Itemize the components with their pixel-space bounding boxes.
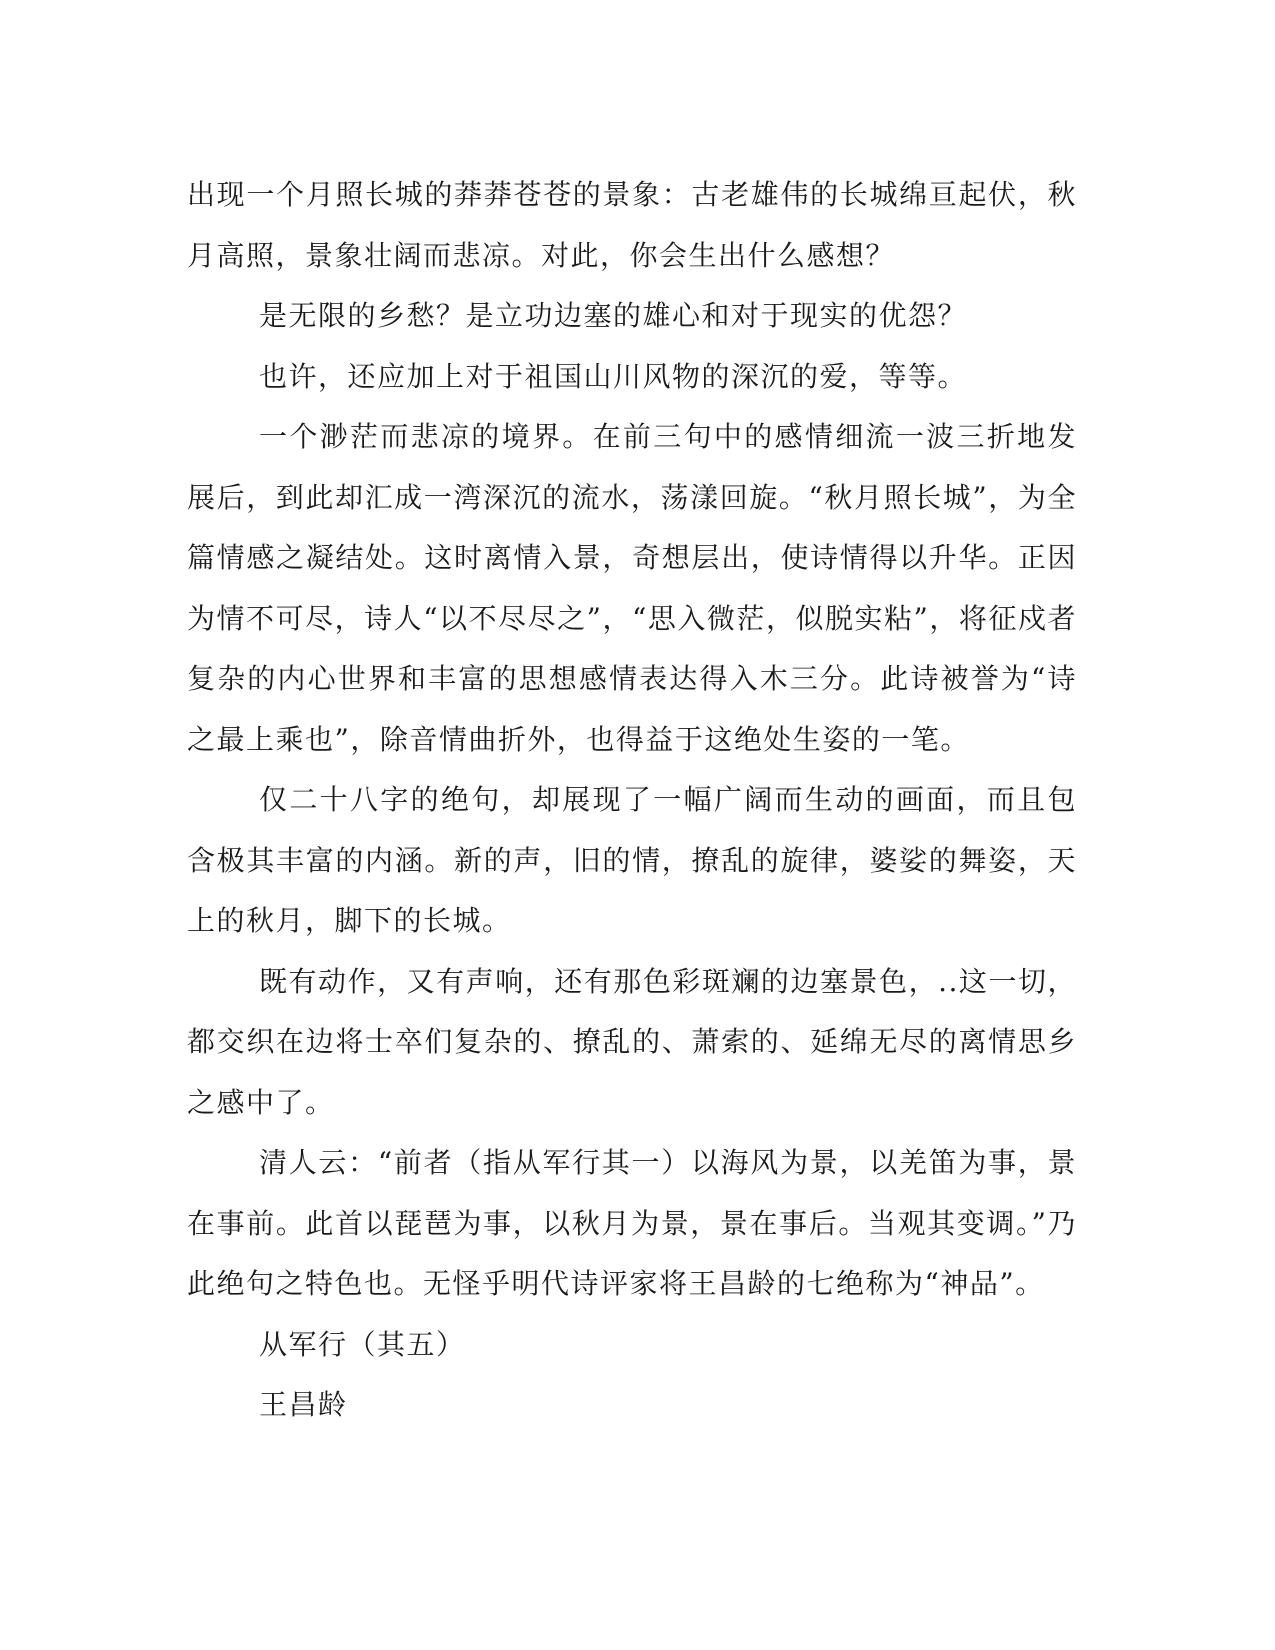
- poem-title: 从军行（其五）: [259, 1327, 466, 1361]
- paragraph: 是无限的乡愁？是立功边塞的雄心和对于现实的优怨？: [259, 299, 968, 332]
- poem-author: 王昌龄: [259, 1388, 348, 1421]
- paragraph: 仅二十八字的绝句，却展现了一幅广阔而生动的画面，而且包含极其丰富的内涵。新的声，旧的情，撩乱的旋律，婆娑的舞姿，天上的秋月，脚下的长城。: [187, 783, 1077, 937]
- paragraph: 既有动作，又有声响，还有那色彩斑斓的边塞景色，..这一切，都交织在边将士卒们复杂的、撩乱的、萧索的、延绵无尽的离情思乡之感中了。: [187, 964, 1077, 1119]
- paragraph: 一个渺茫而悲凉的境界。在前三句中的感情细流一波三折地发展后，到此却汇成一湾深沉的流水，荡漾回旋。“秋月照长城”，为全篇情感之凝结处。这时离情入景，奇想层出，使诗情得以升华。正因为情不可尽，诗人“以不尽尽之”，“思入微茫，似脱实粘”，将征戍者复杂的内心世界和丰富的思想感情表达得入木三分。此诗被誉为“诗之最上乘也”，除音情曲折外，也得益于这绝处生姿的一笔。: [187, 420, 1077, 756]
- body-text: [187, 165, 1077, 1436]
- paragraph: 也许，还应加上对于祖国山川风物的深沉的爱，等等。: [259, 359, 968, 393]
- paragraph: 清人云：“前者（指从军行其一）以海风为景，以羌笛为事，景在事前。此首以琵琶为事，以秋月为景，景在事后。当观其变调。”乃此绝句之特色也。无怪乎明代诗评家将王昌龄的七绝称为“神品”。: [187, 1146, 1077, 1300]
- paragraph: 出现一个月照长城的莽莽苍苍的景象：古老雄伟的长城绵亘起伏，秋月高照，景象壮阔而悲凉。对此，你会生出什么感想？: [187, 178, 1077, 272]
